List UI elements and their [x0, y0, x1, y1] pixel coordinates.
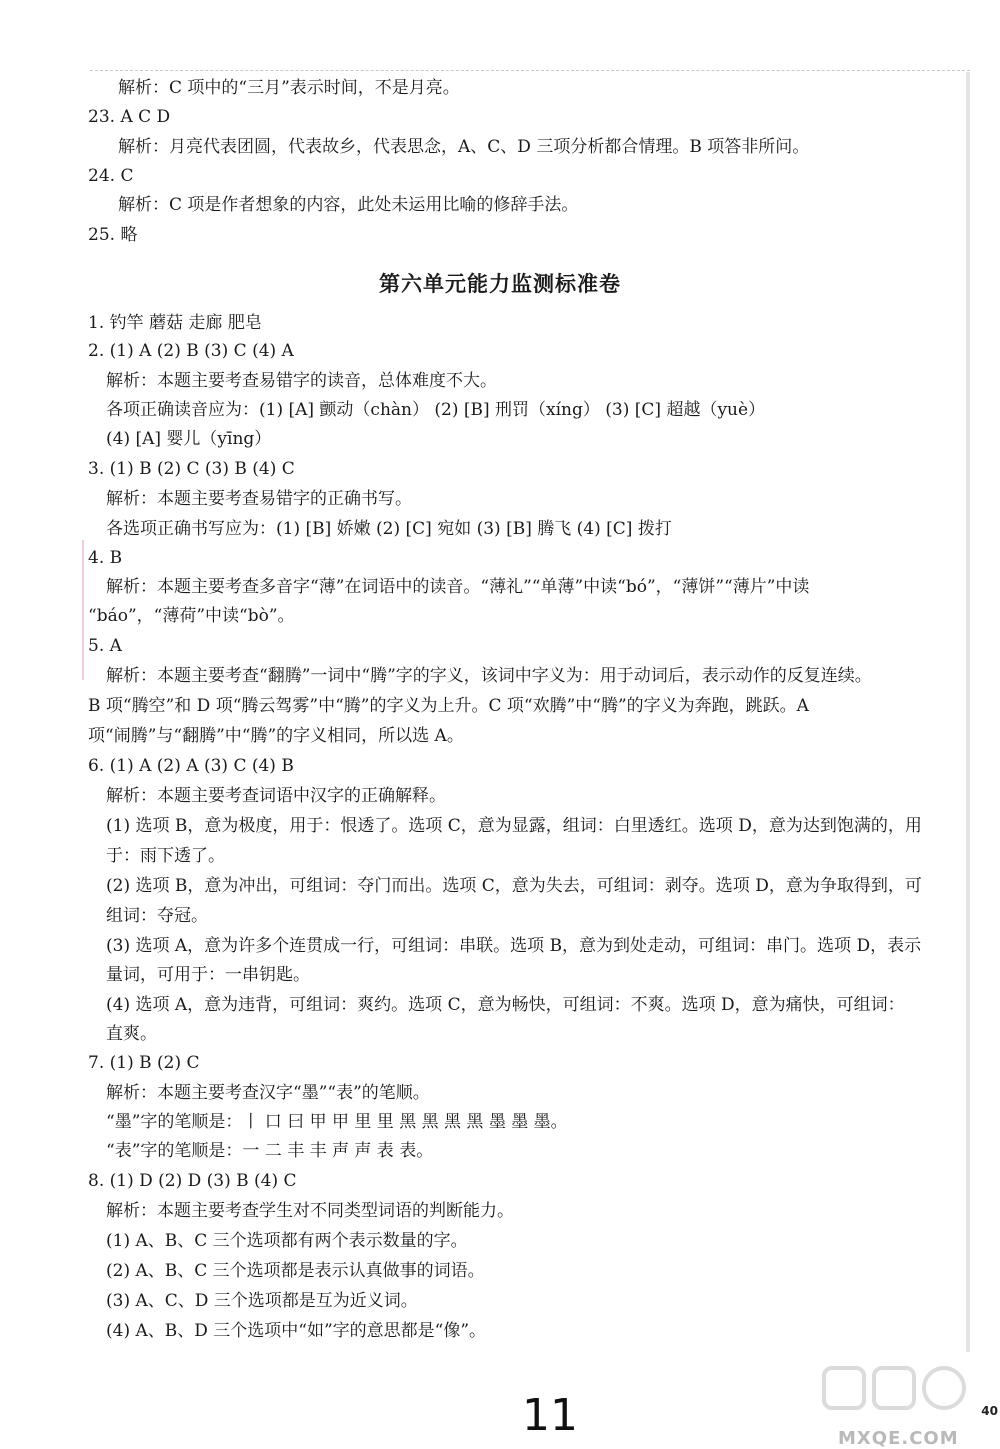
answer-line: 25. 略	[88, 225, 138, 245]
text-line: 项“闹腾”与“翻腾”中“腾”的字义相同，所以选 A。	[88, 726, 464, 746]
answer-line: 4. B	[88, 548, 123, 568]
text-line: 解析：C 项中的“三月”表示时间，不是月亮。	[118, 78, 460, 98]
text-line: (2) A、B、C 三个选项都是表示认真做事的词语。	[106, 1261, 485, 1281]
text-line: 解析：月亮代表团圆，代表故乡，代表思念，A、C、D 三项分析都合情理。B 项答非所问。	[118, 137, 810, 157]
page-edge-shadow	[966, 72, 970, 1352]
text-line: 解析：本题主要考查汉字“墨”“表”的笔顺。	[106, 1083, 430, 1103]
watermark-text: MXQE.COM	[838, 1428, 959, 1449]
text-line: 解析：本题主要考查学生对不同类型词语的判断能力。	[106, 1201, 514, 1221]
answer-line: 6. (1) A (2) A (3) C (4) B	[88, 756, 294, 776]
text-line: 各选项正确书写应为：(1) [B] 娇嫩 (2) [C] 宛如 (3) [B] 腾飞 (4) [C] 拨打	[106, 519, 672, 539]
page-number: 11	[522, 1390, 578, 1441]
answer-line: 23. A C D	[88, 107, 171, 127]
text-line: (3) 选项 A，意为许多个连贯成一行，可组词：串联。选项 B，意为到处走动，可组词：串门。选项 D，表示	[106, 936, 922, 956]
text-line: 于：雨下透了。	[106, 846, 225, 866]
text-line: (1) A、B、C 三个选项都有两个表示数量的字。	[106, 1231, 468, 1251]
answer-line: 8. (1) D (2) D (3) B (4) C	[88, 1171, 297, 1191]
text-line: (1) 选项 B，意为极度，用于：恨透了。选项 C，意为显露，组词：白里透红。选项 D，意为达到饱满的，用	[106, 816, 922, 836]
text-line: 解析：本题主要考查“翻腾”一词中“腾”字的字义，该词中字义为：用于动词后，表示动作的反复连续。	[106, 666, 872, 686]
text-line: 组词：夺冠。	[106, 906, 208, 926]
text-line: (3) A、C、D 三个选项都是互为近义词。	[106, 1291, 418, 1311]
text-line: 解析：本题主要考查易错字的读音，总体难度不大。	[106, 371, 497, 391]
text-line: 量词，可用于：一串钥匙。	[106, 965, 310, 985]
text-line: 直爽。	[106, 1024, 157, 1044]
text-line: 各项正确读音应为：(1) [A] 颤动（chàn） (2) [B] 刑罚（xíng） (3) [C] 超越（yuè）	[106, 400, 766, 420]
text-line: (4) 选项 A，意为违背，可组词：爽约。选项 C，意为畅快，可组词：不爽。选项 D，意为痛快，可组词：	[106, 995, 905, 1015]
text-line: B 项“腾空”和 D 项“腾云驾雾”中“腾”的字义为上升。C 项“欢腾”中“腾”的字义为奔跑，跳跃。A	[88, 696, 809, 716]
answer-line: 24. C	[88, 166, 134, 186]
text-line: “墨”字的笔顺是：丨 口 曰 甲 甲 里 里 黑 黑 黑 黑 墨 墨 墨。	[106, 1112, 568, 1132]
answer-line: 5. A	[88, 636, 122, 656]
text-line: (2) 选项 B，意为冲出，可组词：夺门而出。选项 C，意为失去，可组词：剥夺。选项 D，意为争取得到，可	[106, 876, 922, 896]
corner-page-label: 40	[981, 1404, 998, 1418]
margin-highlight	[82, 540, 84, 680]
watermark-logo	[820, 1360, 970, 1430]
answer-line: 2. (1) A (2) B (3) C (4) A	[88, 341, 294, 361]
answer-line: 7. (1) B (2) C	[88, 1053, 200, 1073]
text-line: “表”字的笔顺是：一 二 丰 丰 声 声 表 表。	[106, 1141, 434, 1161]
text-line: 解析：本题主要考查词语中汉字的正确解释。	[106, 786, 446, 806]
top-rule	[90, 70, 970, 71]
answer-line: 3. (1) B (2) C (3) B (4) C	[88, 459, 295, 479]
text-line: 解析：本题主要考查多音字“薄”在词语中的读音。“薄礼”“单薄”中读“bó”，“薄饼”“薄片”中读	[106, 577, 810, 597]
text-line: (4) [A] 婴儿（yīng）	[106, 429, 272, 449]
section-title: 第六单元能力监测标准卷	[379, 272, 621, 296]
text-line: 解析：C 项是作者想象的内容，此处未运用比喻的修辞手法。	[118, 195, 579, 215]
answer-line: 1. 钓竿 蘑菇 走廊 肥皂	[88, 313, 262, 333]
text-line: “báo”，“薄荷”中读“bò”。	[88, 606, 295, 626]
text-line: 解析：本题主要考查易错字的正确书写。	[106, 489, 412, 509]
text-line: (4) A、B、D 三个选项中“如”字的意思都是“像”。	[106, 1321, 487, 1341]
